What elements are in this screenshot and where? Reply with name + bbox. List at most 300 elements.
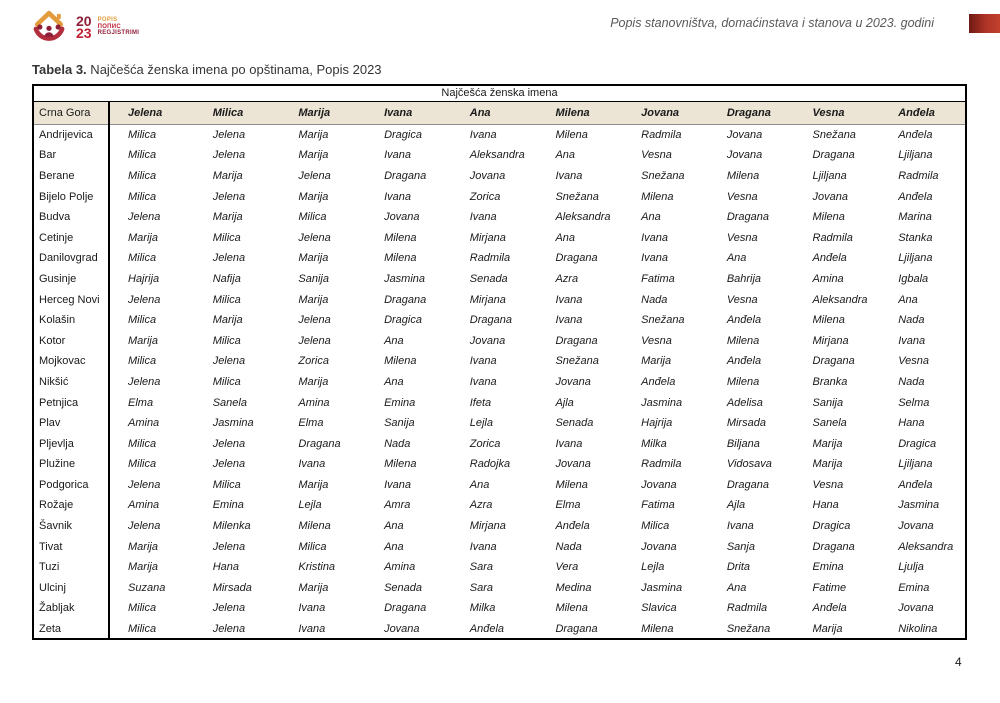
table-row: [33, 495, 966, 516]
name-cell: Fatime: [812, 581, 847, 594]
municipality-cell: Kotor: [33, 330, 109, 351]
name-cell: Dragana: [812, 540, 855, 553]
table-caption-text: Najčešća ženska imena po opštinama, Popis 2023: [86, 62, 382, 77]
name-cell: Milena: [726, 334, 760, 347]
name-cell: Ljiljana: [898, 458, 933, 471]
name-cell: Milena: [726, 375, 760, 388]
region-label-cell: Crna Gora: [33, 102, 109, 125]
name-cell: Ana: [384, 334, 404, 347]
top-name-header-cell: Milena: [537, 102, 623, 125]
name-cell: Nada: [898, 375, 925, 388]
name-cell: Milena: [726, 169, 760, 182]
top-name-header-cell: Marija: [280, 102, 366, 125]
name-cell: Milica: [128, 169, 157, 182]
top-name-header-cell: Milica: [195, 102, 281, 125]
table-row: [33, 351, 966, 372]
top-name-header-cell: Jovana: [623, 102, 709, 125]
name-cell: Ajla: [726, 499, 746, 512]
name-cell: Ivana: [469, 355, 497, 368]
name-cell: Ana: [898, 293, 918, 306]
name-cell: Vesna: [726, 293, 758, 306]
name-cell: Marija: [212, 169, 243, 182]
name-cell: Ana: [384, 375, 404, 388]
name-cell: Dragana: [812, 149, 855, 162]
name-cell: Ivana: [384, 149, 411, 162]
name-cell: Sanela: [812, 417, 847, 430]
table-row: [33, 289, 966, 310]
name-cell: Vera: [555, 561, 579, 574]
table-row: [33, 433, 966, 454]
name-cell: Dragica: [898, 437, 937, 450]
municipality-cell: Rožaje: [33, 495, 109, 516]
name-cell: Suzana: [128, 581, 166, 594]
name-cell: Emina: [898, 581, 930, 594]
name-cell: Marija: [298, 252, 329, 265]
name-cell: Milka: [469, 602, 496, 615]
name-cell: Ivana: [469, 211, 497, 224]
name-cell: Jovana: [384, 211, 420, 224]
top-name-header-cell: Anđela: [880, 102, 966, 125]
name-cell: Ana: [726, 581, 747, 594]
table-row: [33, 207, 966, 228]
name-cell: Marija: [298, 129, 329, 142]
municipality-cell: Kolašin: [33, 310, 109, 331]
municipality-cell: Budva: [33, 207, 109, 228]
logo-line-popis-cyr: ПОПИС: [97, 23, 122, 30]
name-cell: Marija: [298, 293, 329, 306]
municipality-cell: Nikšić: [33, 372, 109, 393]
name-cell: Anđela: [812, 252, 847, 265]
name-cell: Radmila: [898, 169, 939, 182]
municipality-cell: Ulcinj: [33, 578, 109, 599]
census-logo: [28, 7, 139, 47]
name-cell: Dragica: [384, 129, 422, 142]
table-row: [33, 227, 966, 248]
name-cell: Anđela: [898, 190, 933, 203]
name-cell: Jelena: [212, 129, 246, 142]
name-cell: Ana: [384, 520, 404, 533]
name-cell: Sanija: [812, 396, 844, 409]
name-cell: Milica: [641, 520, 670, 533]
table-row: [33, 536, 966, 557]
top-name-header-cell: Ivana: [366, 102, 452, 125]
name-cell: Jelena: [298, 231, 331, 244]
name-cell: Amina: [384, 561, 416, 574]
logo-line-popis: POPIS: [97, 17, 118, 24]
name-cell: Ivana: [555, 314, 583, 327]
name-cell: Milena: [384, 355, 417, 368]
name-cell: Marija: [128, 561, 158, 574]
table-row: [33, 619, 966, 640]
running-header-title: Popis stanovništva, domaćinstava i stanova u 2023. godini: [610, 16, 934, 30]
name-cell: Milena: [641, 190, 674, 203]
name-cell: Snežana: [555, 190, 599, 203]
name-cell: Ifeta: [469, 396, 492, 409]
name-cell: Aleksandra: [898, 540, 954, 553]
name-cell: Jovana: [641, 540, 677, 553]
name-cell: Amina: [812, 272, 844, 285]
name-cell: Milica: [128, 252, 157, 265]
name-cell: Jelena: [212, 190, 246, 203]
table-caption-prefix: Tabela 3.: [32, 62, 87, 77]
name-cell: Milena: [812, 211, 845, 224]
name-cell: Marina: [898, 211, 932, 224]
name-cell: Dragana: [555, 252, 598, 265]
name-cell: Jelena: [212, 149, 246, 162]
name-cell: Milena: [384, 458, 417, 471]
span-header-row: [33, 85, 966, 102]
name-cell: Jelena: [212, 458, 246, 471]
name-cell: Vesna: [812, 478, 844, 491]
page-number: 4: [955, 655, 962, 669]
name-cell: Senada: [555, 417, 594, 430]
name-cell: Hana: [898, 417, 925, 430]
name-cell: Ivana: [555, 293, 583, 306]
municipality-cell: Bar: [33, 145, 109, 166]
name-cell: Milica: [128, 622, 157, 635]
name-cell: Lejla: [469, 417, 493, 430]
municipality-cell: Zeta: [33, 619, 109, 640]
name-cell: Jovana: [726, 149, 763, 162]
municipality-cell: Šavnik: [33, 516, 109, 537]
name-cell: Marija: [812, 622, 843, 635]
table-row: [33, 145, 966, 166]
name-cell: Dragana: [384, 293, 427, 306]
name-cell: Nada: [641, 293, 668, 306]
table-container: [32, 84, 967, 640]
name-cell: Jelena: [212, 540, 246, 553]
name-cell: Snežana: [641, 169, 685, 182]
logo-line-regjistrimi: REGJISTRIMI: [97, 30, 140, 37]
name-cell: Milka: [641, 437, 667, 450]
name-cell: Dragana: [469, 314, 512, 327]
municipality-cell: Cetinje: [33, 227, 109, 248]
name-cell: Dragica: [812, 520, 851, 533]
country-header-row: [33, 102, 966, 125]
name-cell: Snežana: [726, 622, 771, 635]
name-cell: Radmila: [469, 252, 511, 265]
name-cell: Marija: [212, 314, 243, 327]
name-cell: Ana: [555, 231, 576, 244]
name-cell: Ivana: [298, 458, 326, 471]
logo-year-bottom: 23: [76, 25, 92, 41]
name-cell: Jelena: [298, 334, 331, 347]
name-cell: Hajrija: [128, 272, 160, 285]
name-cell: Sanija: [298, 272, 329, 285]
name-cell: Jasmina: [212, 417, 254, 430]
name-cell: Ljiljana: [898, 149, 933, 162]
name-cell: Milica: [298, 211, 327, 224]
name-cell: Fatima: [641, 272, 675, 285]
name-cell: Milena: [384, 252, 417, 265]
table-row: [33, 516, 966, 537]
name-cell: Sara: [469, 581, 493, 594]
name-cell: Marija: [812, 437, 843, 450]
top-name-header-cell: Ana: [452, 102, 538, 125]
name-cell: Sara: [469, 561, 493, 574]
name-cell: Jelena: [212, 252, 246, 265]
name-cell: Jovana: [641, 478, 677, 491]
name-cell: Milica: [128, 602, 157, 615]
table-row: [33, 557, 966, 578]
name-cell: Elma: [298, 417, 324, 430]
name-cell: Zorica: [469, 437, 501, 450]
name-cell: Aleksandra: [469, 149, 525, 162]
name-cell: Ivana: [469, 375, 497, 388]
name-cell: Jovana: [384, 622, 420, 635]
name-cell: Vesna: [726, 231, 758, 244]
name-cell: Ivana: [641, 252, 669, 265]
table-row: [33, 578, 966, 599]
municipality-cell: Tivat: [33, 536, 109, 557]
name-cell: Hajrija: [641, 417, 673, 430]
name-cell: Anđela: [469, 622, 505, 635]
table-row: [33, 392, 966, 413]
name-cell: Snežana: [812, 129, 856, 142]
top-name-header-cell: Dragana: [709, 102, 795, 125]
name-cell: Kristina: [298, 561, 336, 574]
name-cell: Igbala: [898, 272, 929, 285]
name-cell: Milica: [128, 129, 157, 142]
name-cell: Ljiljana: [898, 252, 933, 265]
name-cell: Dragana: [555, 622, 598, 635]
table-row: [33, 269, 966, 290]
name-cell: Ivana: [555, 437, 583, 450]
name-cell: Milena: [555, 129, 588, 142]
name-cell: Ivana: [384, 478, 411, 491]
name-cell: Elma: [555, 499, 581, 512]
name-cell: Mirsada: [726, 417, 766, 430]
name-cell: Jelena: [212, 622, 246, 635]
name-cell: Anđela: [555, 520, 590, 533]
name-cell: Jelena: [298, 314, 331, 327]
name-cell: Senada: [384, 581, 422, 594]
top-name-header-cell: Jelena: [109, 102, 195, 125]
name-cell: Hana: [812, 499, 839, 512]
table-row: [33, 413, 966, 434]
name-cell: Mirjana: [469, 520, 506, 533]
name-cell: Ana: [726, 252, 747, 265]
name-cell: Milica: [212, 293, 241, 306]
name-cell: Vidosava: [726, 458, 772, 471]
name-cell: Milica: [128, 314, 157, 327]
name-cell: Ivana: [555, 169, 583, 182]
name-cell: Jovana: [469, 169, 506, 182]
name-cell: Milena: [384, 231, 417, 244]
name-cell: Ljiljana: [812, 169, 847, 182]
name-cell: Jasmina: [384, 272, 426, 285]
name-cell: Amina: [128, 417, 160, 430]
name-cell: Hana: [212, 561, 239, 574]
name-cell: Milena: [298, 520, 331, 533]
name-cell: Aleksandra: [812, 293, 868, 306]
table-row: [33, 475, 966, 496]
name-cell: Sanja: [726, 540, 755, 553]
municipality-cell: Pljevlja: [33, 433, 109, 454]
name-cell: Anđela: [898, 129, 933, 142]
name-cell: Emina: [212, 499, 244, 512]
name-cell: Jovana: [555, 375, 591, 388]
table-row: [33, 310, 966, 331]
name-cell: Milica: [128, 437, 157, 450]
name-cell: Ivana: [298, 602, 326, 615]
name-cell: Dragana: [384, 169, 427, 182]
municipality-cell: Mojkovac: [33, 351, 109, 372]
name-cell: Marija: [212, 211, 243, 224]
table-row: [33, 372, 966, 393]
table-row: [33, 248, 966, 269]
municipality-cell: Berane: [33, 166, 109, 187]
name-cell: Marija: [128, 231, 158, 244]
name-cell: Marija: [128, 334, 158, 347]
municipality-cell: Herceg Novi: [33, 289, 109, 310]
municipality-cell: Bijelo Polje: [33, 186, 109, 207]
table-row: [33, 186, 966, 207]
name-cell: Jelena: [128, 375, 161, 388]
name-cell: Milica: [128, 149, 157, 162]
name-cell: Dragana: [812, 355, 855, 368]
name-cell: Anđela: [898, 478, 933, 491]
name-cell: Amina: [298, 396, 330, 409]
table-row: [33, 125, 966, 146]
name-cell: Marija: [298, 478, 329, 491]
name-cell: Zorica: [469, 190, 501, 203]
name-cell: Milica: [128, 190, 157, 203]
name-cell: Snežana: [555, 355, 599, 368]
name-cell: Amina: [128, 499, 160, 512]
name-cell: Branka: [812, 375, 848, 388]
municipality-cell: Plav: [33, 413, 109, 434]
table-row: [33, 166, 966, 187]
name-cell: Ivana: [641, 231, 669, 244]
table-row: [33, 598, 966, 619]
name-cell: Bahrija: [726, 272, 762, 285]
name-cell: Dragana: [555, 334, 598, 347]
name-cell: Dragica: [384, 314, 422, 327]
name-cell: Lejla: [641, 561, 665, 574]
name-cell: Ivana: [384, 190, 411, 203]
name-cell: Elma: [128, 396, 154, 409]
name-cell: Jovana: [812, 190, 848, 203]
name-cell: Ajla: [555, 396, 574, 409]
name-cell: Radmila: [641, 458, 682, 471]
name-cell: Jelena: [128, 293, 161, 306]
name-cell: Milenka: [212, 520, 251, 533]
name-cell: Nikolina: [898, 622, 938, 635]
name-cell: Senada: [469, 272, 508, 285]
name-cell: Dragana: [726, 478, 770, 491]
name-cell: Jasmina: [641, 581, 683, 594]
name-cell: Jovana: [469, 334, 506, 347]
name-cell: Ivana: [469, 129, 497, 142]
name-cell: Ana: [384, 540, 404, 553]
name-cell: Milena: [812, 314, 845, 327]
name-cell: Vesna: [641, 149, 672, 162]
name-cell: Jelena: [128, 478, 161, 491]
name-cell: Vesna: [726, 190, 758, 203]
name-cell: Lejla: [298, 499, 322, 512]
name-cell: Amra: [384, 499, 411, 512]
name-cell: Milica: [212, 478, 241, 491]
municipality-cell: Tuzi: [33, 557, 109, 578]
name-cell: Marija: [298, 581, 329, 594]
name-cell: Jelena: [128, 520, 161, 533]
name-cell: Jelena: [212, 602, 246, 615]
municipality-cell: Andrijevica: [33, 125, 109, 146]
name-cell: Radmila: [812, 231, 853, 244]
name-cell: Emina: [384, 396, 416, 409]
name-cell: Milica: [128, 458, 157, 471]
name-cell: Ivana: [898, 334, 926, 347]
name-cell: Jasmina: [898, 499, 940, 512]
name-cell: Marija: [812, 458, 843, 471]
name-cell: Milica: [212, 334, 241, 347]
top-name-header-cell: Vesna: [795, 102, 881, 125]
name-cell: Anđela: [726, 314, 762, 327]
municipality-cell: Danilovgrad: [33, 248, 109, 269]
name-cell: Milica: [298, 540, 327, 553]
name-cell: Marija: [128, 540, 158, 553]
names-table: [32, 84, 967, 640]
name-cell: Ana: [641, 211, 661, 224]
table-row: [33, 330, 966, 351]
table-caption: [32, 62, 382, 77]
span-header-cell: Najčešća ženska imena: [33, 85, 966, 102]
name-cell: Milena: [641, 622, 674, 635]
name-cell: Vesna: [898, 355, 929, 368]
name-cell: Jelena: [298, 169, 331, 182]
name-cell: Milena: [555, 478, 588, 491]
name-cell: Jelena: [212, 355, 246, 368]
name-cell: Ana: [555, 149, 576, 162]
name-cell: Sanela: [212, 396, 247, 409]
name-cell: Zorica: [298, 355, 329, 368]
name-cell: Slavica: [641, 602, 677, 615]
name-cell: Marija: [298, 375, 329, 388]
name-cell: Jovana: [898, 520, 934, 533]
municipality-cell: Plužine: [33, 454, 109, 475]
header-red-block: [969, 14, 1000, 33]
name-cell: Snežana: [641, 314, 685, 327]
name-cell: Mirsada: [212, 581, 252, 594]
municipality-cell: Petnjica: [33, 392, 109, 413]
logo-year: [76, 15, 92, 39]
house-smiley-icon: [28, 7, 70, 47]
name-cell: Stanka: [898, 231, 933, 244]
name-cell: Jasmina: [641, 396, 683, 409]
name-cell: Nada: [384, 437, 411, 450]
name-cell: Ljulja: [898, 561, 924, 574]
name-cell: Aleksandra: [555, 211, 611, 224]
name-cell: Radmila: [726, 602, 768, 615]
name-cell: Marija: [298, 149, 329, 162]
name-cell: Ivana: [469, 540, 497, 553]
municipality-cell: Gusinje: [33, 269, 109, 290]
name-cell: Nada: [898, 314, 925, 327]
name-cell: Medina: [555, 581, 592, 594]
name-cell: Marija: [641, 355, 672, 368]
name-cell: Dragana: [384, 602, 427, 615]
municipality-cell: Podgorica: [33, 475, 109, 496]
name-cell: Nafija: [212, 272, 241, 285]
name-cell: Dragana: [726, 211, 770, 224]
name-cell: Ana: [469, 478, 490, 491]
name-cell: Radojka: [469, 458, 511, 471]
name-cell: Vesna: [641, 334, 672, 347]
name-cell: Dragana: [298, 437, 341, 450]
name-cell: Anđela: [726, 355, 762, 368]
name-cell: Emina: [812, 561, 844, 574]
